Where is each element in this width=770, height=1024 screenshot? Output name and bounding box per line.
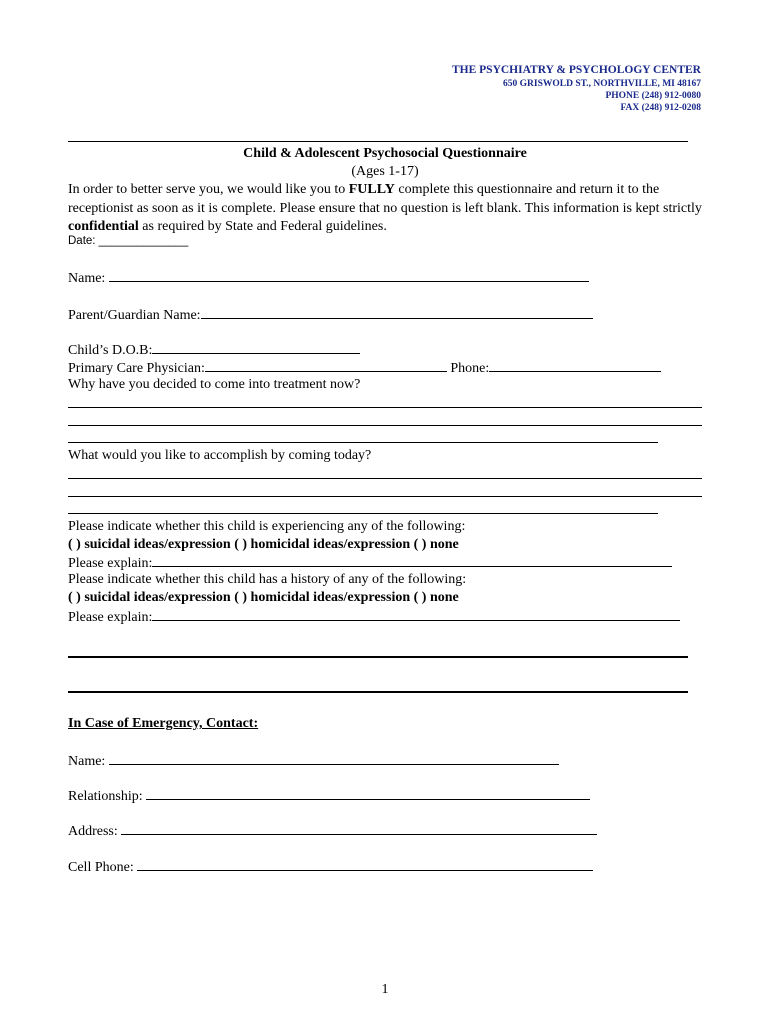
emergency-cell-row <box>68 857 593 876</box>
dob-input-line-1[interactable] <box>152 340 262 354</box>
emergency-cell-input-line[interactable] <box>137 857 593 871</box>
why-question: Why have you decided to come into treatment now? <box>68 377 361 392</box>
org-phone: PHONE (248) 912-0080 <box>605 91 701 101</box>
accomplish-answer-line-1[interactable] <box>68 478 702 479</box>
emergency-address-input-line[interactable] <box>121 821 597 835</box>
intro-text-3: as required by State and Federal guidelines. <box>138 219 387 234</box>
intro-text-2: complete this questionnaire and return it to the receptionist as soon as it is complete. Please ensure that no question is left blank. This information is kept strictly <box>68 182 702 216</box>
name-label: Name: <box>68 271 106 286</box>
emergency-name-input-line[interactable] <box>109 751 559 765</box>
emergency-cell-label: Cell Phone: <box>68 860 134 875</box>
current-question: Please indicate whether this child is experiencing any of the following: <box>68 519 466 534</box>
emergency-name-row <box>68 751 559 770</box>
emergency-address-label: Address: <box>68 824 118 839</box>
explain2-label: Please explain: <box>68 610 153 625</box>
dob-row <box>68 340 360 359</box>
org-address: 650 GRISWOLD ST., NORTHVILLE, MI 48167 <box>503 79 701 89</box>
phone-label: Phone: <box>450 361 490 376</box>
intro-bold-fully: FULLY <box>348 182 395 197</box>
dob-input-line-2[interactable] <box>262 340 360 354</box>
history-question: Please indicate whether this child has a history of any of the following: <box>68 572 467 587</box>
explain1-row <box>68 553 672 572</box>
emergency-relationship-row <box>68 786 590 805</box>
form-title: Child & Adolescent Psychosocial Questionnaire <box>243 146 527 161</box>
explain2-answer-line-2[interactable] <box>68 691 688 693</box>
why-answer-line-1[interactable] <box>68 407 702 408</box>
accomplish-question: What would you like to accomplish by coming today? <box>68 448 372 463</box>
emergency-name-label: Name: <box>68 754 106 769</box>
page-number: 1 <box>381 982 389 997</box>
intro-bold-confidential: confidential <box>68 219 139 234</box>
accomplish-answer-line-3[interactable] <box>68 513 658 514</box>
guardian-row <box>68 305 593 324</box>
explain1-label: Please explain: <box>68 556 153 571</box>
physician-input-line[interactable] <box>205 358 447 372</box>
dob-label: Child’s D.O.B: <box>68 343 153 358</box>
explain2-input-line[interactable] <box>152 607 680 621</box>
phone-input-line[interactable] <box>489 358 661 372</box>
explain2-answer-line-1[interactable] <box>68 656 688 658</box>
physician-label: Primary Care Physician: <box>68 361 205 376</box>
why-answer-line-3[interactable] <box>68 442 658 443</box>
emergency-relationship-input-line[interactable] <box>146 786 590 800</box>
intro-paragraph <box>68 181 708 237</box>
guardian-label: Parent/Guardian Name: <box>68 308 201 323</box>
name-row <box>68 268 589 287</box>
intro-text-1: In order to better serve you, we would like you to <box>68 182 349 197</box>
org-name: THE PSYCHIATRY & PSYCHOLOGY CENTER <box>451 64 701 76</box>
emergency-relationship-label: Relationship: <box>68 789 143 804</box>
form-ages: (Ages 1-17) <box>351 164 419 179</box>
explain2-row <box>68 607 680 626</box>
history-options[interactable]: ( ) suicidal ideas/expression ( ) homicidal ideas/expression ( ) none <box>68 590 459 605</box>
explain1-input-line[interactable] <box>152 553 672 567</box>
date-field[interactable]: Date: ______________ <box>68 235 189 247</box>
why-answer-line-2[interactable] <box>68 425 702 426</box>
guardian-input-line[interactable] <box>201 305 593 319</box>
name-input-line[interactable] <box>109 268 589 282</box>
header-divider <box>68 141 688 142</box>
letterhead <box>452 63 701 114</box>
physician-row <box>68 358 661 377</box>
org-fax: FAX (248) 912-0208 <box>620 103 701 113</box>
current-options[interactable]: ( ) suicidal ideas/expression ( ) homicidal ideas/expression ( ) none <box>68 537 459 552</box>
emergency-heading: In Case of Emergency, Contact: <box>68 716 259 731</box>
emergency-address-row <box>68 821 597 840</box>
accomplish-answer-line-2[interactable] <box>68 496 702 497</box>
